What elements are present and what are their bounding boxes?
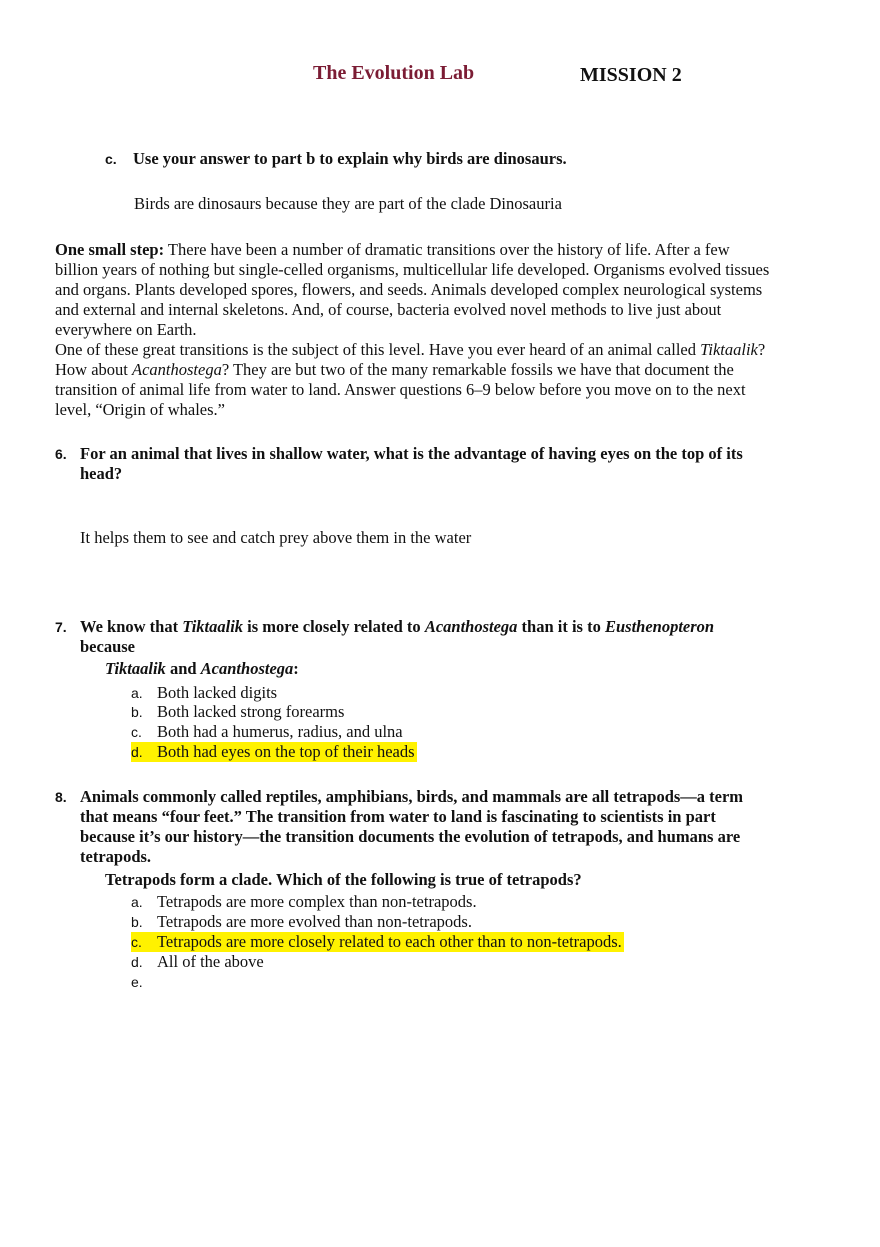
option-text: Both had a humerus, radius, and ulna xyxy=(157,722,403,741)
intro-heading: One small step: xyxy=(55,240,165,259)
question-7-italic: Tiktaalik xyxy=(182,617,244,636)
intro-text: One of these great transitions is the subject of this level. Have you ever heard of an animal called xyxy=(55,340,701,359)
question-7-italic: Tiktaalik xyxy=(105,659,166,678)
question-7-text: : xyxy=(293,659,299,678)
question-6-text: head? xyxy=(80,464,123,483)
question-7-text: than it is to xyxy=(517,617,605,636)
q8-option-b[interactable] xyxy=(131,912,472,932)
question-7-subprompt xyxy=(105,659,299,679)
question-7-text: and xyxy=(165,659,201,678)
question-7-italic: Acanthostega xyxy=(424,617,518,636)
option-label: a. xyxy=(131,894,143,910)
intro-line: and external and internal skeletons. And, of course, bacteria evolved novel methods to live just about xyxy=(55,300,722,319)
question-7-text: is more closely related to xyxy=(243,617,425,636)
intro-line: There have been a number of dramatic transitions over the history of life. After a few xyxy=(167,240,730,259)
question-6-number: 6. xyxy=(55,446,67,462)
option-text: Tetrapods are more closely related to each other than to non-tetrapods. xyxy=(157,932,622,951)
part-c-answer: Birds are dinosaurs because they are part of the clade Dinosauria xyxy=(134,194,562,213)
mission-label: MISSION 2 xyxy=(580,64,682,86)
question-6 xyxy=(55,444,845,484)
option-label: c. xyxy=(131,934,142,950)
intro-line: everywhere on Earth. xyxy=(55,320,197,339)
option-text: Both lacked digits xyxy=(157,683,278,702)
question-7 xyxy=(55,617,845,657)
part-c-label: c. xyxy=(105,151,117,167)
option-label: e. xyxy=(131,974,143,990)
intro-italic: Acanthostega xyxy=(132,360,222,379)
option-label: b. xyxy=(131,704,143,720)
q8-option-a[interactable] xyxy=(131,892,477,912)
q8-option-d[interactable] xyxy=(131,952,264,972)
intro-text: ? They are but two of the many remarkable fossils we have that document the xyxy=(221,360,734,379)
document-title: The Evolution Lab xyxy=(313,62,475,84)
intro-paragraph xyxy=(55,240,825,420)
option-text: Tetrapods are more complex than non-tetrapods. xyxy=(157,892,477,911)
option-label: d. xyxy=(131,954,143,970)
question-7-number: 7. xyxy=(55,619,67,635)
question-8-text: tetrapods. xyxy=(80,847,152,866)
part-c-question-text: Use your answer to part b to explain why birds are dinosaurs. xyxy=(133,149,567,168)
q8-option-c-selected[interactable] xyxy=(131,932,624,952)
option-text: All of the above xyxy=(157,952,264,971)
option-label: d. xyxy=(131,744,143,760)
intro-line: billion years of nothing but single-celled organisms, multicellular life developed. Organisms evolved tissues xyxy=(55,260,770,279)
question-8-text: because it’s our history—the transition documents the evolution of tetrapods, and humans are xyxy=(80,827,741,846)
q7-option-c[interactable] xyxy=(131,722,403,742)
question-6-answer: It helps them to see and catch prey above them in the water xyxy=(80,528,472,547)
question-8 xyxy=(55,787,845,867)
intro-text: ? xyxy=(757,340,766,359)
question-7-italic: Eusthenopteron xyxy=(604,617,715,636)
intro-text: How about xyxy=(55,360,132,379)
question-6-text: For an animal that lives in shallow water, what is the advantage of having eyes on the top of its xyxy=(80,444,743,463)
intro-italic: Tiktaalik xyxy=(700,340,758,359)
option-label: c. xyxy=(131,724,142,740)
q7-option-b[interactable] xyxy=(131,702,344,722)
question-7-text: because xyxy=(80,637,135,656)
question-8-text: Animals commonly called reptiles, amphibians, birds, and mammals are all tetrapods—a term xyxy=(80,787,744,806)
q7-option-d-selected[interactable] xyxy=(131,742,417,762)
q7-option-a[interactable] xyxy=(131,683,277,703)
option-text: Both had eyes on the top of their heads xyxy=(157,742,415,761)
question-8-subprompt: Tetrapods form a clade. Which of the following is true of tetrapods? xyxy=(105,870,582,889)
option-text: Both lacked strong forearms xyxy=(157,702,345,721)
option-text: Tetrapods are more evolved than non-tetrapods. xyxy=(157,912,472,931)
option-label: a. xyxy=(131,685,143,701)
part-c-question xyxy=(105,149,567,169)
intro-line: transition of animal life from water to land. Answer questions 6–9 below before you move on to the next xyxy=(55,380,746,399)
intro-line: and organs. Plants developed spores, flowers, and seeds. Animals developed complex neurological systems xyxy=(55,280,763,299)
question-8-number: 8. xyxy=(55,789,67,805)
question-8-text: that means “four feet.” The transition from water to land is fascinating to scientists in part xyxy=(80,807,716,826)
option-label: b. xyxy=(131,914,143,930)
question-7-italic: Acanthostega xyxy=(200,659,294,678)
intro-line: level, “Origin of whales.” xyxy=(55,400,225,419)
question-7-text: We know that xyxy=(80,617,183,636)
q8-option-e[interactable] xyxy=(131,972,157,992)
